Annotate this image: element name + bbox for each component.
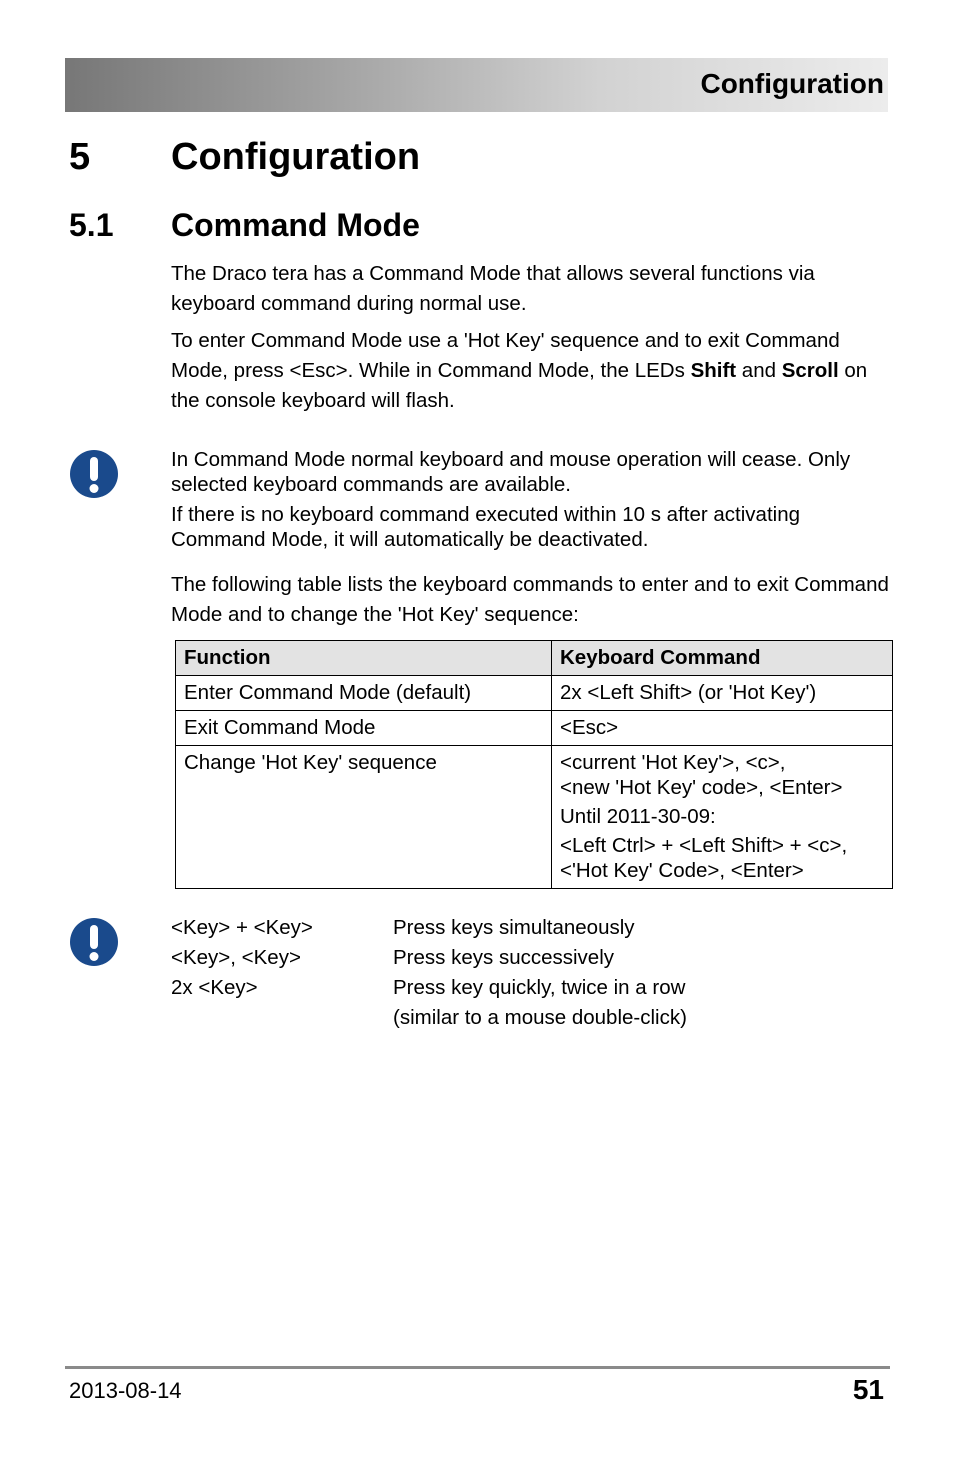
- table-intro-paragraph: The following table lists the keyboard commands to enter and to exit Command Mode and to change the 'Hot Key' sequence:: [171, 573, 889, 626]
- legend-desc: Press keys successively: [393, 946, 615, 969]
- command-line: Until 2011-30-09:: [560, 805, 716, 828]
- table-cell-command: <Esc>: [552, 711, 893, 746]
- legend-key: <Key> + <Key>: [171, 916, 313, 939]
- enter-text-a: To enter Command Mode use a 'Hot Key' sequence and to exit Command Mode, press <Esc>. While in Command Mode, the LEDs: [171, 329, 840, 382]
- legend-key: 2x <Key>: [171, 976, 258, 999]
- note-1-line-2: If there is no keyboard command executed within 10 s after activating Command Mode, it will automatically be deactivated.: [171, 503, 801, 551]
- table-header-function: Function: [176, 641, 552, 676]
- legend-desc: Press key quickly, twice in a row: [393, 976, 686, 999]
- command-table: [175, 640, 893, 889]
- legend-row: [171, 913, 687, 943]
- table-cell-command: [552, 746, 893, 889]
- intro-paragraph: The Draco tera has a Command Mode that allows several functions via keyboard command during normal use.: [171, 262, 815, 315]
- legend-key: <Key>, <Key>: [171, 946, 301, 969]
- header-bar: [65, 58, 888, 112]
- led-scroll: Scroll: [781, 359, 839, 382]
- table-header-command: Keyboard Command: [552, 641, 893, 676]
- page-number: 51: [852, 1374, 884, 1405]
- table-row: [176, 746, 893, 889]
- table-cell-function: Exit Command Mode: [176, 711, 552, 746]
- chapter-number: 5: [69, 136, 91, 178]
- footer-date: 2013-08-14: [69, 1378, 182, 1403]
- table-header-row: [176, 641, 893, 676]
- enter-text-b: on the console keyboard will flash.: [171, 359, 868, 412]
- table-row: [176, 676, 893, 711]
- table-row: [176, 711, 893, 746]
- command-line: <Left Ctrl> + <Left Shift> + <c>,: [560, 834, 848, 857]
- table-cell-command: 2x <Left Shift> (or 'Hot Key'): [552, 676, 893, 711]
- note-1-line-1: In Command Mode normal keyboard and mouse operation will cease. Only selected keyboard commands are available.: [171, 448, 851, 496]
- section-title: Command Mode: [171, 207, 420, 243]
- legend-key: [171, 1003, 393, 1033]
- section-heading: [69, 207, 420, 244]
- legend-row: [171, 1003, 687, 1033]
- table-cell-function: Change 'Hot Key' sequence: [176, 746, 552, 889]
- chapter-heading: [69, 136, 420, 179]
- chapter-title: Configuration: [171, 136, 421, 178]
- exclamation-icon: [69, 449, 119, 499]
- led-shift: Shift: [690, 359, 737, 382]
- legend-row: [171, 973, 687, 1003]
- exclamation-icon: [69, 917, 119, 967]
- command-line: <current 'Hot Key'>, <c>,: [560, 751, 786, 774]
- footer-divider: [65, 1366, 890, 1369]
- legend-desc: (similar to a mouse double-click): [393, 1006, 687, 1029]
- enter-paragraph: [171, 326, 891, 416]
- command-line: <'Hot Key' Code>, <Enter>: [560, 859, 804, 882]
- section-number: 5.1: [69, 207, 114, 243]
- header-title: Configuration: [700, 68, 884, 99]
- legend-row: [171, 943, 687, 973]
- command-line: <new 'Hot Key' code>, <Enter>: [560, 776, 843, 799]
- key-legend: [171, 913, 687, 1033]
- table-cell-function: Enter Command Mode (default): [176, 676, 552, 711]
- legend-desc: Press keys simultaneously: [393, 916, 635, 939]
- note-1: [171, 447, 891, 552]
- enter-text-and: and: [736, 359, 782, 382]
